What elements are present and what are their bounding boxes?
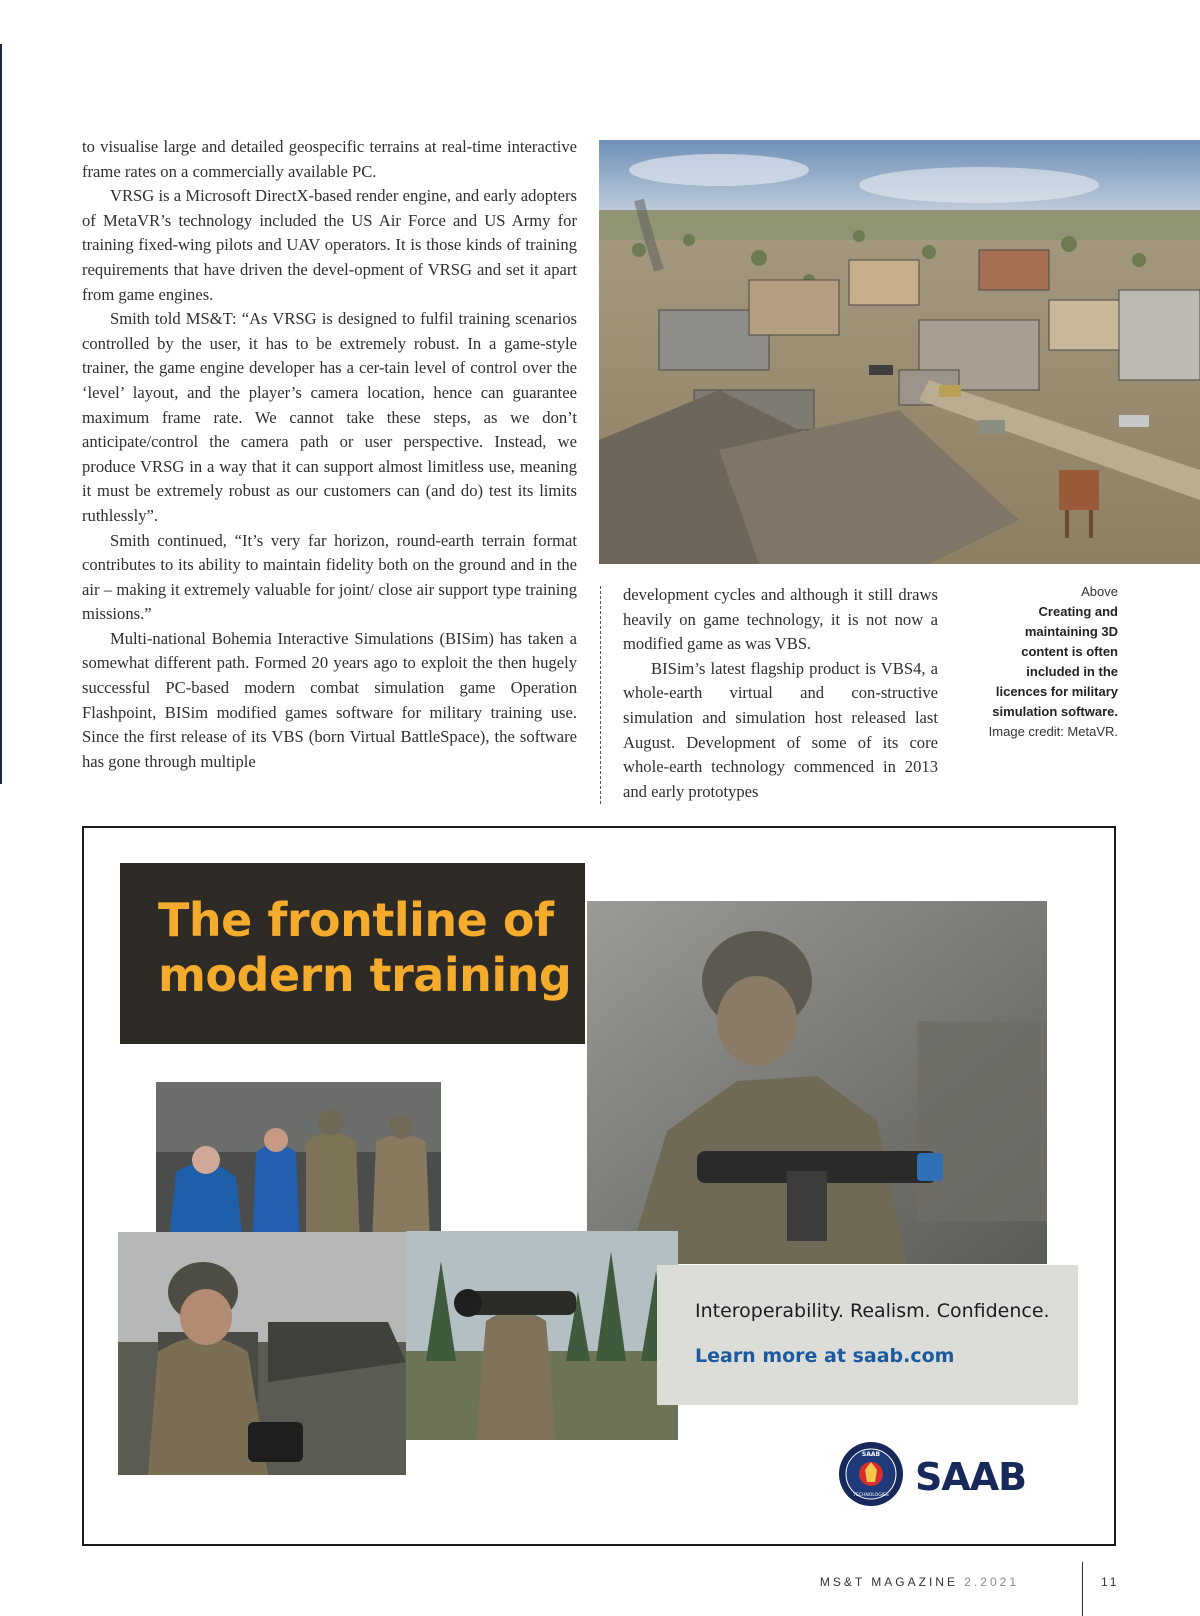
page-number: 11 bbox=[1101, 1575, 1120, 1589]
ad-soldier-photo bbox=[587, 901, 1047, 1264]
ad-tagline: Interoperability. Realism. Confidence. bbox=[695, 1300, 1050, 1322]
svg-text:SAAB: SAAB bbox=[861, 1451, 881, 1458]
column-divider bbox=[600, 586, 601, 804]
paragraph: Multi-national Bohemia Interactive Simulations (BISim) has taken a somewhat different path. Formed 20 years ago to exploit the then hugely successful PC-based modern combat simulation game Operation Flashpoint, BISim modified games software for military training use. Since the first release of its VBS (born Virtual BattleSpace), the software has gone through multiple bbox=[82, 628, 577, 771]
caption-label: Above bbox=[1081, 584, 1118, 599]
paragraph: Smith told MS&T: “As VRSG is designed to fulfil training scenarios controlled by the user, it has to be extremely robust. In a game-style trainer, the game engine developer has a cer-tain level of control over the ‘level’ layout, and the player’s camera location, hence can guarantee maximum frame rate. We cannot take these steps, as we don’t anticipate/control the camera path or user perspective. Instead, we produce VRSG in a way that it can support almost limitless use, meaning it must be extremely robust as our customers can (and do) test its limits ruthlessly”. bbox=[82, 309, 577, 525]
svg-text:TECHNOLOGIES: TECHNOLOGIES bbox=[853, 1493, 889, 1498]
paragraph: to visualise large and detailed geospecific terrains at real-time interactive frame rates on a commercially available PC. bbox=[82, 137, 577, 181]
saab-logo bbox=[839, 1438, 1054, 1510]
ad-forest-soldier-photo bbox=[406, 1231, 678, 1440]
terrain-simulation-image bbox=[599, 140, 1200, 564]
ad-learn-more-link[interactable]: Learn more at saab.com bbox=[695, 1345, 955, 1367]
ad-tagline-box bbox=[657, 1265, 1078, 1405]
article-column-2 bbox=[623, 583, 938, 804]
page-edge-bar bbox=[0, 44, 2, 784]
ad-headline-box bbox=[120, 863, 585, 1044]
paragraph: VRSG is a Microsoft DirectX-based render engine, and early adopters of MetaVR’s technology included the US Air Force and US Army for training fixed-wing pilots and UAV operators. It is those kinds of training requirements that have driven the devel-opment of VRSG and set it apart from game engines. bbox=[82, 186, 577, 304]
svg-text:SAAB: SAAB bbox=[915, 1455, 1027, 1499]
paragraph: Smith continued, “It’s very far horizon, round-earth terrain format contributes to its ability to maintain fidelity both on the ground and in the air – making it extremely valuable for joint/ close air support type training missions.” bbox=[82, 530, 577, 624]
paragraph: BISim’s latest flagship product is VBS4, a whole-earth virtual and con-structive simulation and simulation host released last August. Development of some of its core whole-earth technology commenced in 2013 and early prototypes bbox=[623, 658, 938, 801]
footer-magazine-label bbox=[820, 1575, 1019, 1589]
ad-tank-soldier-photo bbox=[118, 1232, 406, 1475]
issue-number: 2.2021 bbox=[964, 1575, 1019, 1589]
caption-credit: Image credit: MetaVR. bbox=[988, 724, 1118, 739]
ad-headline: The frontline of modern training bbox=[158, 893, 572, 1002]
image-caption bbox=[988, 582, 1118, 742]
caption-text: Creating and maintaining 3D content is often included in the licences for military simulation software. bbox=[992, 604, 1118, 719]
paragraph: development cycles and although it still draws heavily on game technology, it is not now a modified game as was VBS. bbox=[623, 585, 938, 654]
article-column-1 bbox=[82, 135, 577, 774]
footer-divider bbox=[1082, 1562, 1083, 1616]
magazine-name: MS&T MAGAZINE bbox=[819, 1575, 958, 1589]
saab-advertisement bbox=[82, 826, 1116, 1546]
